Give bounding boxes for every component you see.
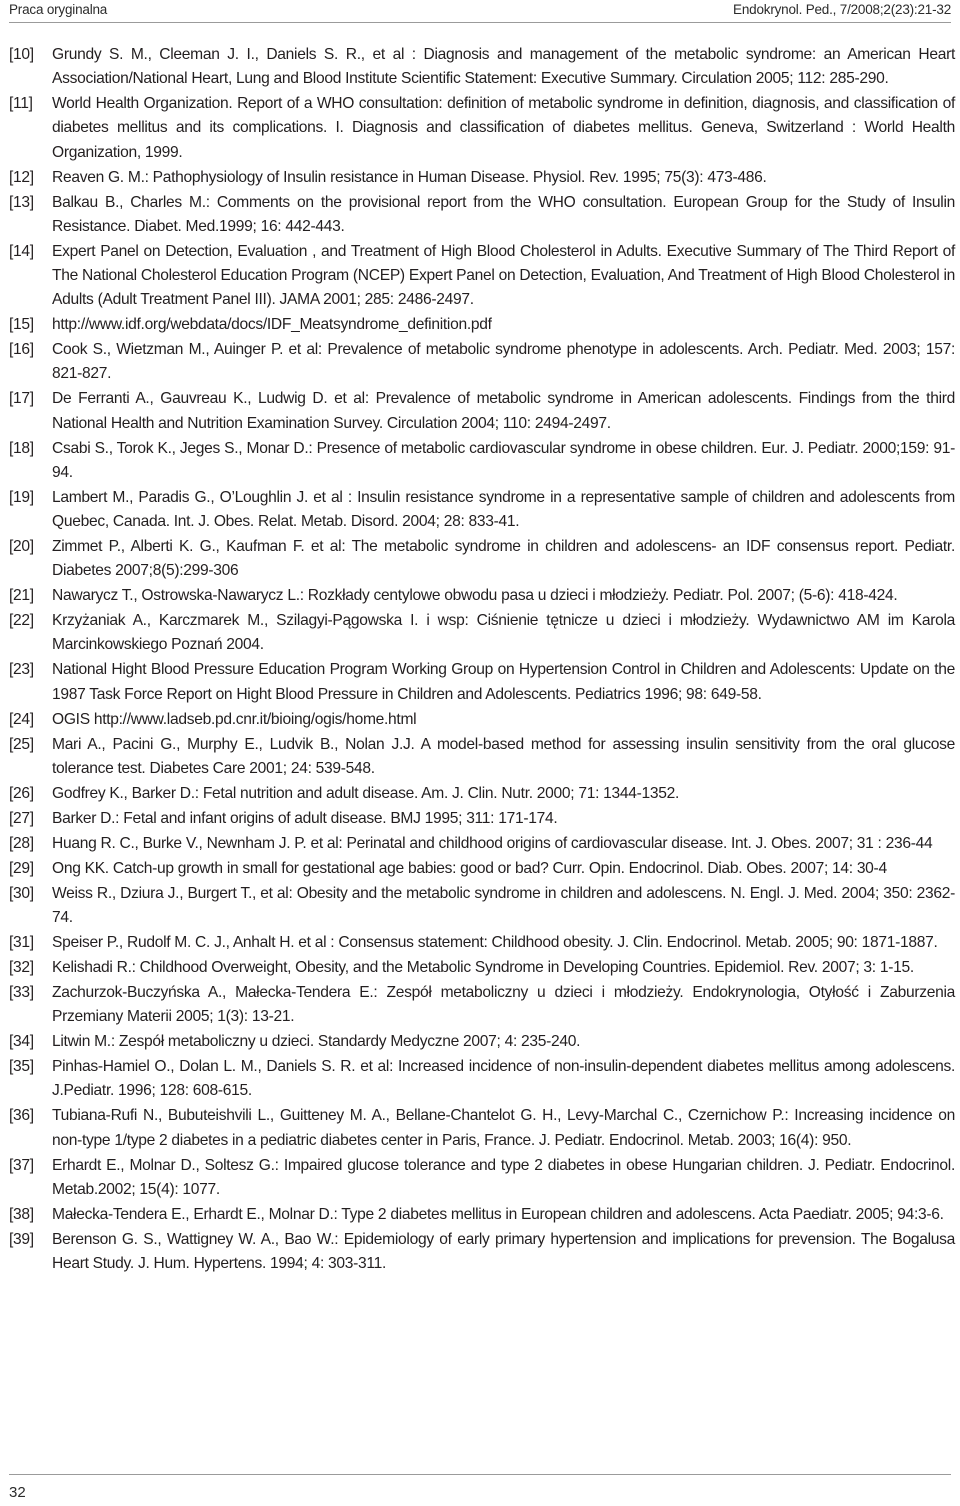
reference-number: [37] [9,1156,34,1174]
reference-item [9,882,955,930]
reference-item [9,535,955,583]
reference-item [9,956,955,980]
header-divider [9,22,951,23]
reference-text: Kelishadi R.: Childhood Overweight, Obesity, and the Metabolic Syndrome in Developing Countries. Epidemiol. Rev. 2007; 3: 1-15. [52,959,914,977]
reference-item [9,733,955,781]
reference-text: http://www.idf.org/webdata/docs/IDF_Meatsyndrome_definition.pdf [52,316,492,334]
reference-text: Huang R. C., Burke V., Newnham J. P. et al: Perinatal and childhood origins of cardiovascular disease. Int. J. Obes. 2007; 31 : 236-44 [52,834,933,852]
reference-item [9,609,955,657]
reference-number: [29] [9,859,34,877]
reference-number: [21] [9,587,34,605]
reference-number: [15] [9,316,34,334]
reference-text: Erhardt E., Molnar D., Soltesz G.: Impaired glucose tolerance and type 2 diabetes in obese Hungarian children. J. Pediatr. Endocrinol. Metab.2002; 15(4): 1077. [52,1156,955,1198]
reference-number: [17] [9,390,34,408]
reference-number: [38] [9,1205,34,1223]
reference-item [9,658,955,706]
reference-number: [35] [9,1058,34,1076]
reference-number: [26] [9,784,34,802]
reference-text: Nawarycz T., Ostrowska-Nawarycz L.: Rozkłady centylowe obwodu pasa u dzieci i młodzieży. Pediatr. Pol. 2007; (5-6): 418-424. [52,587,898,605]
reference-text: Weiss R., Dziura J., Burgert T., et al: Obesity and the metabolic syndrome in children and adolescens. N. Engl. J. Med. 2004; 350: 2362-74. [52,884,955,927]
reference-item [9,191,955,239]
reference-text: Expert Panel on Detection, Evaluation , and Treatment of High Blood Cholesterol in Adults. Executive Summary of The Third Report of The National Cholesterol Education Program (NCEP) Expert Panel on Detection, Evaluation, And Treatment of High Blood Cholesterol in Adults (Adult Treatment Panel III). JAMA 2001; 285: 2486-2497. [52,242,955,309]
reference-item [9,857,955,881]
reference-number: [31] [9,934,34,952]
reference-number: [10] [9,46,34,63]
reference-text: Balkau B., Charles M.: Comments on the provisional report from the WHO consultation. European Group for the Study of Insulin Resistance. Diabet. Med.1999; 16: 442-443. [52,193,955,235]
reference-item [9,43,955,91]
reference-text: Cook S., Wietzman M., Auinger P. et al: Prevalence of metabolic syndrome phenotype in adolescents. Arch. Pediatr. Med. 2003; 157: 821-827. [52,341,955,383]
reference-text: Lambert M., Paradis G., O’Loughlin J. et al : Insulin resistance syndrome in a representative sample of children and adolescents from Quebec, Canada. Int. J. Obes. Relat. Metab. Disord. 2004; 28: 833-41. [52,488,955,531]
reference-number: [20] [9,538,34,556]
reference-number: [27] [9,809,34,827]
reference-text: Barker D.: Fetal and infant origins of adult disease. BMJ 1995; 311: 171-174. [52,809,558,827]
reference-item [9,1104,955,1152]
reference-item [9,166,955,190]
reference-text: Berenson G. S., Wattigney W. A., Bao W.: Epidemiology of early primary hypertension and implications for prevension. The Bogalusa Heart Study. J. Hum. Hypertens. 1994; 4: 303-311. [52,1230,955,1273]
reference-number: [25] [9,735,34,753]
reference-item [9,1055,955,1103]
reference-text: OGIS http://www.ladseb.pd.cnr.it/bioing/ogis/home.html [52,710,417,728]
reference-text: Reaven G. M.: Pathophysiology of Insulin resistance in Human Disease. Physiol. Rev. 1995; 75(3): 473-486. [52,168,767,186]
reference-item [9,437,955,485]
reference-list [9,43,955,1277]
reference-number: [28] [9,834,34,852]
reference-text: Grundy S. M., Cleeman J. I., Daniels S. R., et al : Diagnosis and management of the metabolic syndrome: an American Heart Association/National Heart, Lung and Blood Institute Scientific Statement: Executive Summary. Circulation 2005; 112: 285-290. [52,46,955,88]
reference-text: Krzyżaniak A., Karczmarek M., Szilagyi-Pągowska I. i wsp: Ciśnienie tętnicze u dzieci i młodzieży. Wydawnictwo AM im Karola Marcinkowskiego Poznań 2004. [52,612,955,654]
reference-text: Zachurzok-Buczyńska A., Małecka-Tendera E.: Zespół metaboliczny u dzieci i młodzieży. Endokrynologia, Otyłość i Zaburzenia Przemiany Materii 2005; 1(3): 13-21. [52,984,955,1026]
reference-number: [12] [9,168,34,186]
footer-divider [9,1474,951,1475]
reference-item [9,1228,955,1276]
reference-number: [39] [9,1230,34,1248]
section-label: Praca oryginalna [9,2,108,17]
reference-item [9,807,955,831]
reference-number: [22] [9,612,34,630]
reference-number: [11] [9,95,33,113]
reference-number: [16] [9,341,34,359]
reference-item [9,92,955,165]
journal-citation: Endokrynol. Ped., 7/2008;2(23):21-32 [733,2,951,17]
reference-text: Litwin M.: Zespół metaboliczny u dzieci. Standardy Medyczne 2007; 4: 235-240. [52,1033,581,1051]
reference-number: [14] [9,242,34,260]
reference-item [9,1030,955,1054]
reference-text: Ong KK. Catch-up growth in small for gestational age babies: good or bad? Curr. Opin. Endocrinol. Diab. Obes. 2007; 14: 30-4 [52,859,887,877]
reference-number: [30] [9,884,34,902]
reference-text: Mari A., Pacini G., Murphy E., Ludvik B., Nolan J.J. A model-based method for assessing insulin sensitivity from the oral glucose tolerance test. Diabetes Care 2001; 24: 539-548. [52,735,955,777]
reference-number: [19] [9,488,34,506]
reference-item [9,931,955,955]
reference-item [9,708,955,732]
reference-item [9,387,955,435]
reference-number: [24] [9,710,34,728]
running-header [9,2,951,22]
reference-item [9,240,955,313]
reference-number: [18] [9,439,34,457]
reference-text: Pinhas-Hamiel O., Dolan L. M., Daniels S. R. et al: Increased incidence of non-insulin-dependent diabetes mellitus among adolescens. J.Pediatr. 1996; 128: 608-615. [52,1058,955,1100]
reference-number: [13] [9,193,34,211]
reference-text: Csabi S., Torok K., Jeges S., Monar D.: Presence of metabolic cardiovascular syndrome in obese children. Eur. J. Pediatr. 2000;159: 91-94. [52,439,955,481]
reference-item [9,981,955,1029]
reference-item [9,313,955,337]
reference-number: [23] [9,661,34,679]
reference-item [9,1154,955,1202]
reference-number: [33] [9,984,34,1002]
reference-item [9,338,955,386]
reference-text: Małecka-Tendera E., Erhardt E., Molnar D.: Type 2 diabetes mellitus in European children and adolescens. Acta Paediatr. 2005; 94:3-6. [52,1205,944,1223]
reference-text: Speiser P., Rudolf M. C. J., Anhalt H. et al : Consensus statement: Childhood obesity. J. Clin. Endocrinol. Metab. 2005; 90: 1871-1887. [52,934,938,952]
reference-text: National Hight Blood Pressure Education Program Working Group on Hypertension Control in Children and Adolescents: Update on the 1987 Task Force Report on Hight Blood Pressure in Children and Adolescents. Pediatrics 1996; 98: 649-58. [52,661,955,703]
reference-number: [36] [9,1107,34,1125]
reference-text: De Ferranti A., Gauvreau K., Ludwig D. et al: Prevalence of metabolic syndrome in American adolescents. Findings from the third National Health and Nutrition Examination Survey. Circulation 2004; 110: 2494-2497. [52,390,955,432]
reference-text: Godfrey K., Barker D.: Fetal nutrition and adult disease. Am. J. Clin. Nutr. 2000; 71: 1344-1352. [52,784,680,802]
reference-text: Zimmet P., Alberti K. G., Kaufman F. et al: The metabolic syndrome in children and adolescens- an IDF consensus report. Pediatr. Diabetes 2007;8(5):299-306 [52,538,955,580]
reference-text: World Health Organization. Report of a WHO consultation: definition of metabolic syndrome in definition, diagnosis, and classification of diabetes mellitus and its complications. I. Diagnosis and classification of diabetes mellitus. Geneva, Switzerland : World Health Organization, 1999. [52,95,955,161]
page-number: 32 [9,1484,26,1501]
reference-item [9,832,955,856]
reference-item [9,486,955,534]
reference-item [9,584,955,608]
reference-text: Tubiana-Rufi N., Bubuteishvili L., Guitteney M. A., Bellane-Chantelot G. H., Levy-Marchal C., Czernichow P.: Increasing incidence on non-type 1/type 2 diabetes in a pediatric diabetes center in Paris, France. J. Pediatr. Endocrinol. Metab. 2003; 16(4): 950. [52,1107,955,1149]
reference-item [9,1203,955,1227]
reference-number: [34] [9,1033,34,1051]
reference-item [9,782,955,806]
reference-number: [32] [9,959,34,977]
